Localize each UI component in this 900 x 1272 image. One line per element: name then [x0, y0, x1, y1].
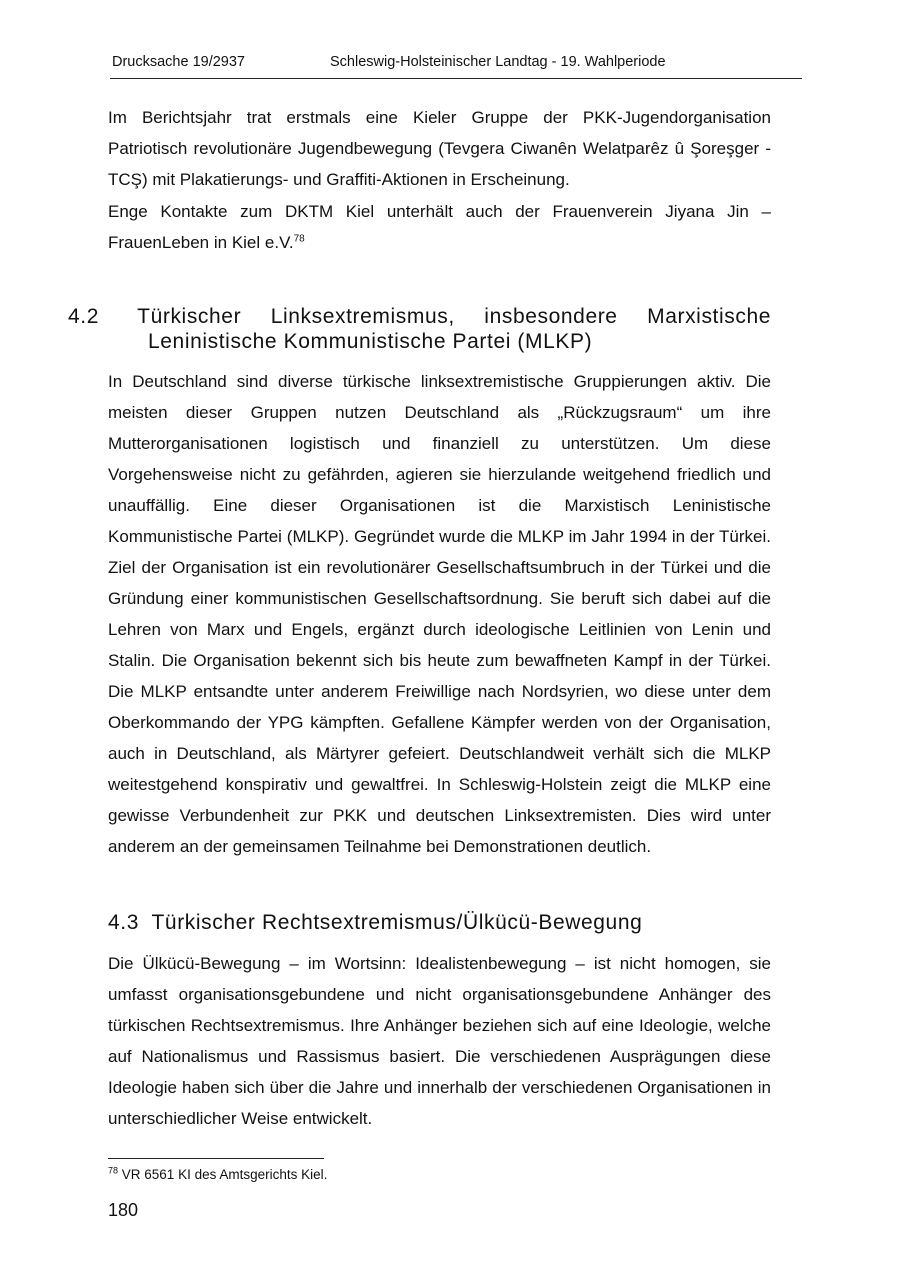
page-number: 180 [108, 1200, 139, 1220]
section-4-2-body [108, 366, 771, 862]
intro-paragraph-2 [108, 196, 771, 258]
page-header [110, 52, 802, 79]
footnote-text: VR 6561 KI des Amtsgerichts Kiel. [121, 1167, 328, 1182]
intro-paragraph-1 [108, 102, 771, 195]
section-heading-4-3 [108, 910, 771, 935]
footnote-reference[interactable]: 78 [293, 233, 305, 245]
section-title: Türkischer Linksextremismus, insbesondere Marxistische Leninistische Kommunistische Partei (MLKP) [137, 305, 772, 353]
section-number: 4.3 [108, 911, 139, 934]
section-4-3-body [108, 948, 771, 1134]
footnote-number: 78 [108, 1165, 119, 1176]
section-4-3-body-text: Die Ülkücü-Bewegung – im Wortsinn: Idealistenbewegung – ist nicht homogen, sie umfasst organisationsgebundene und nicht organisationsgebundene Anhänger des türkischen Rechtsextremismus. Ihre Anhänger beziehen sich auf eine Ideologie, welche auf Nationalismus und Rassismus basiert. Die verschiedenen Ausprägungen diese Ideologie haben sich über die Jahre und innerhalb der verschiedenen Organisationen in unterschiedlicher Weise entwickelt. [108, 954, 771, 1128]
intro-paragraph-2-text: Enge Kontakte zum DKTM Kiel unterhält auch der Frauenverein Jiyana Jin – FrauenLeben in Kiel e.V. [108, 202, 771, 252]
footnote-divider [108, 1158, 324, 1159]
footnote [108, 1166, 327, 1184]
document-number: Drucksache 19/2937 [112, 54, 245, 70]
section-4-2-body-text: In Deutschland sind diverse türkische linksextremistische Gruppierungen aktiv. Die meisten dieser Gruppen nutzen Deutschland als „Rückzugsraum“ um ihre Mutterorganisationen logistisch und finanziell zu unterstützen. Um diese Vorgehensweise nicht zu gefährden, agieren sie hierzulande weitgehend friedlich und unauffällig. Eine dieser Organisationen ist die Marxistisch Leninistische Kommunistische Partei (MLKP). Gegründet wurde die MLKP im Jahr 1994 in der Türkei. Ziel der Organisation ist ein revolutionärer Gesellschaftsumbruch in der Türkei und die Gründung einer kommunistischen Gesellschaftsordnung. Sie beruft sich dabei auf die Lehren von Marx und Engels, ergänzt durch ideologische Leitlinien von Lenin und Stalin. Die Organisation bekennt sich bis heute zum bewaffneten Kampf in der Türkei. Die MLKP entsandte unter anderem Freiwillige nach Nordsyrien, wo diese unter dem Oberkommando der YPG kämpften. Gefallene Kämpfer werden von der Organisation, auch in Deutschland, als Märtyrer gefeiert. Deutschlandweit verhält sich die MLKP weitestgehend konspirativ und gewaltfrei. In Schleswig-Holstein zeigt die MLKP eine gewisse Verbundenheit zur PKK und deutschen Linksextremisten. Dies wird unter anderem an der gemeinsamen Teilnahme bei Demonstrationen deutlich. [108, 372, 771, 856]
section-heading-4-2: 4.2 Türkischer Linksextremismus, insbesondere Marxistische Leninistische Kommunistische Partei (MLKP) [68, 305, 772, 353]
parliament-period: Schleswig-Holsteinischer Landtag - 19. Wahlperiode [330, 54, 666, 70]
intro-paragraph-1-text: Im Berichtsjahr trat erstmals eine Kieler Gruppe der PKK-Jugendorganisation Patriotisch revolutionäre Jugendbewegung (Tevgera Ciwanên Welatparêz û Şoreşger - TCŞ) mit Plakatierungs- und Graffiti-Aktionen in Erscheinung. [108, 108, 771, 189]
section-title: Türkischer Rechtsextremismus/Ülkücü-Bewegung [151, 911, 643, 934]
